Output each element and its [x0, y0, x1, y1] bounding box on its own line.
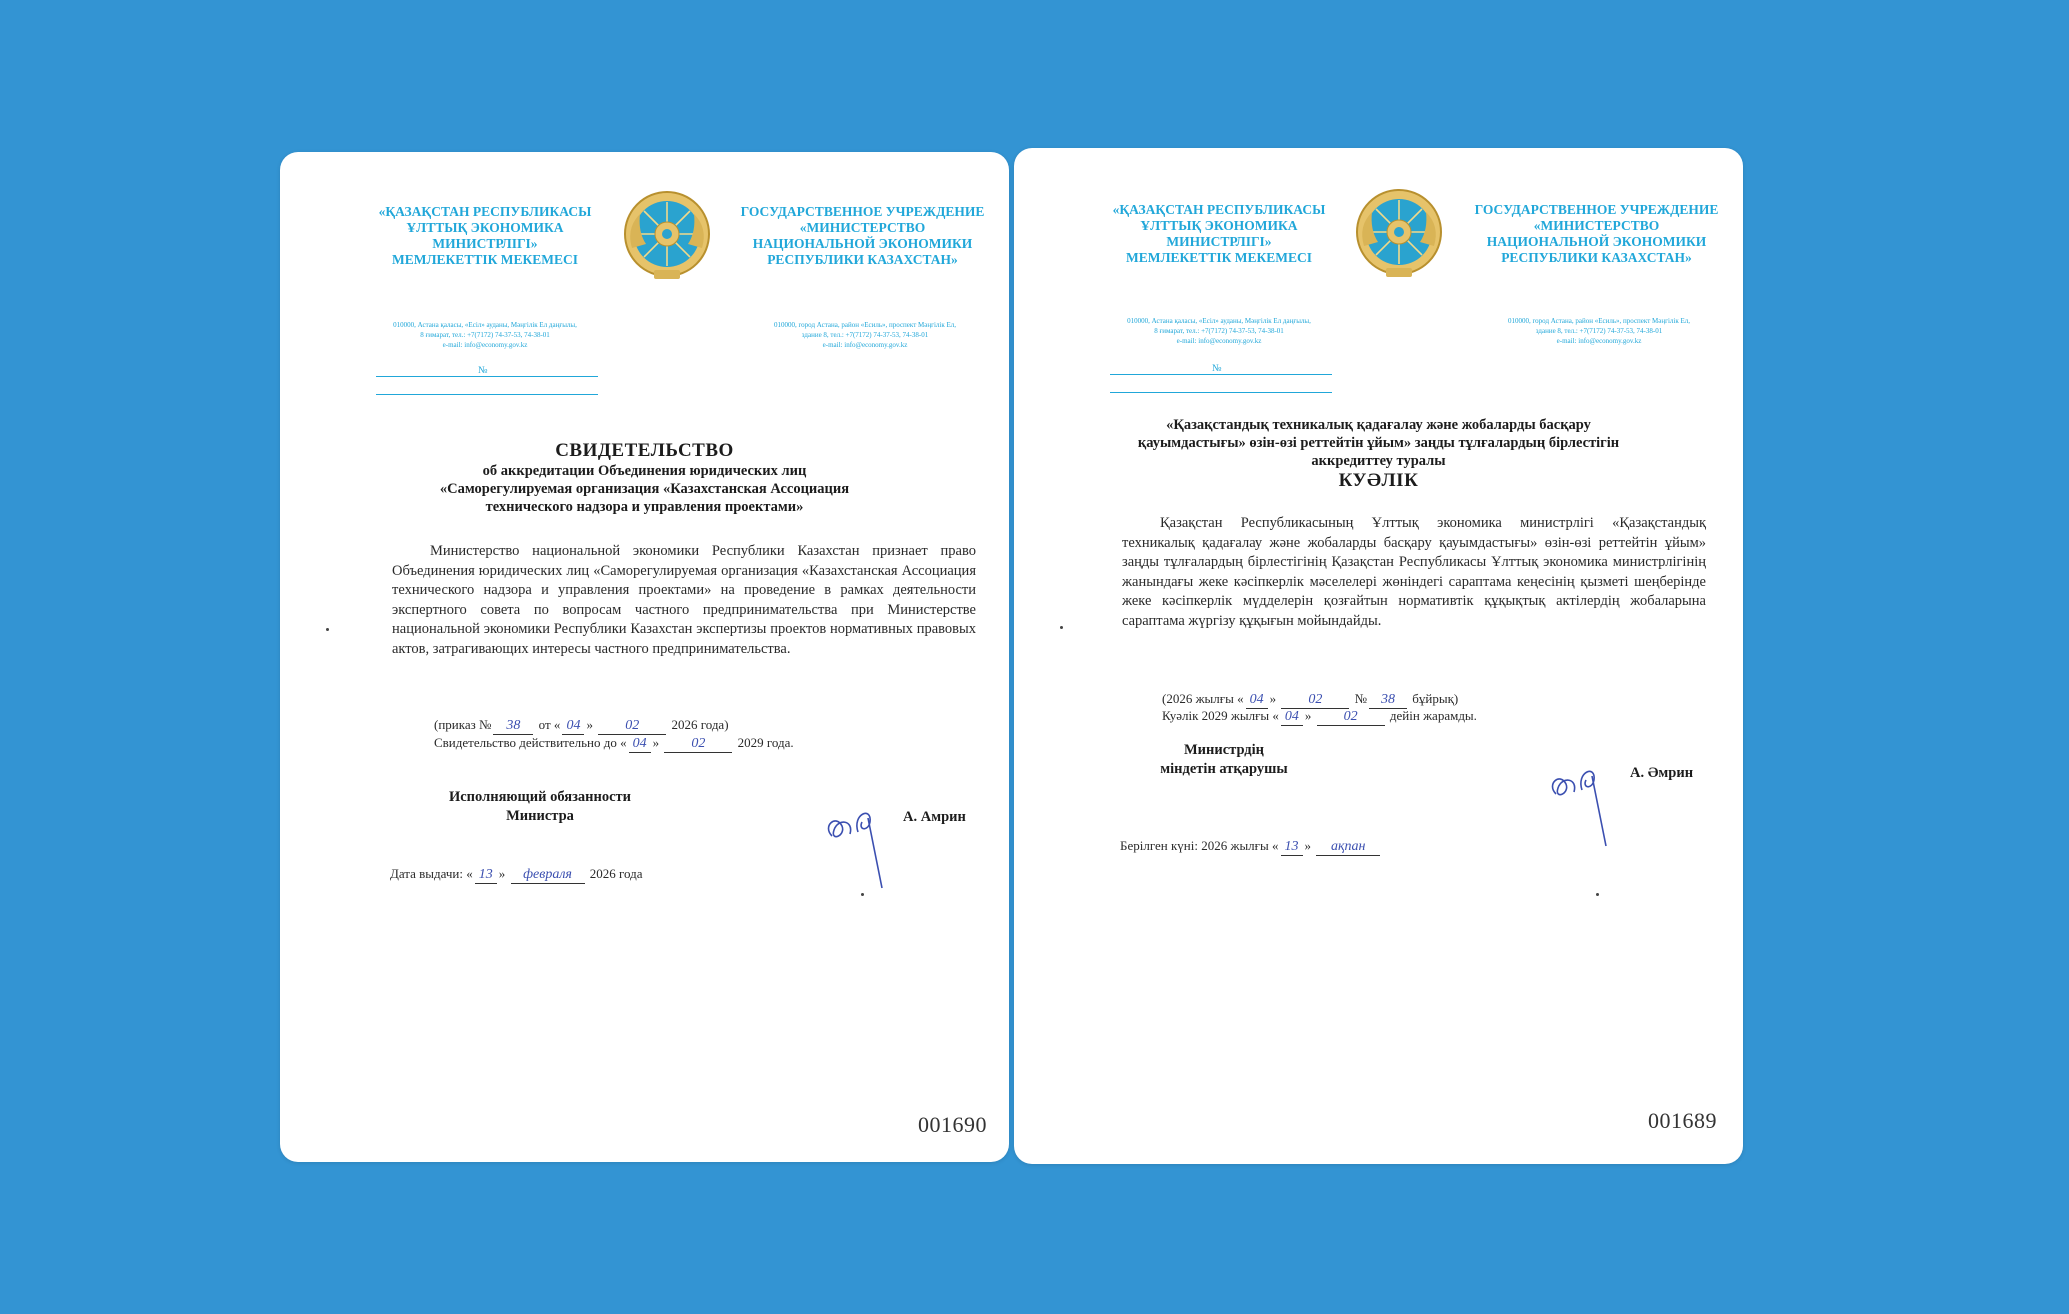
page-title: КУӘЛІК	[1338, 470, 1419, 491]
validity-month: 02	[1317, 709, 1385, 726]
issue-day: 13	[475, 867, 497, 884]
order-day: 04	[1246, 692, 1268, 709]
issue-date-line: Дата выдачи: « 13 » февраля 2026 года	[390, 866, 643, 882]
issue-month: ақпан	[1316, 839, 1380, 856]
certificate-body: Министерство национальной экономики Республики Казахстан признает право Объединения юридических лиц «Саморегулируемая организация «Казахстанская Ассоциация технического надзора и управления проектами» на проведение в рамках деятельности экспертного совета по вопросам частного предпринимательства при Министерстве национальной экономики Республики Казахстан экспертизы проектов нормативных правовых актов, затрагивающих интересы частного предпринимательства.	[392, 543, 976, 657]
order-number: 38	[1369, 692, 1407, 709]
validity-line: Свидетельство действительно до « 04 » 02 2029 года.	[434, 735, 794, 751]
speck	[1060, 626, 1063, 629]
speck	[1596, 893, 1599, 896]
subtitle-line: технического надзора и управления проектами»	[485, 499, 804, 515]
subtitle-line: «Саморегулируемая организация «Казахстанская Ассоциация	[439, 481, 850, 497]
certificate-body: Қазақстан Республикасының Ұлттық экономика министрлігі «Қазақстандық техникалық қадағалау және жобаларды басқару қауымдастығы» өзін-өзі реттейтін ұйым» заңды тұлғалардың бірлестігінің Қазақстан Республикасы Ұлттық экономика министрлігінің жанындағы жеке кәсіпкерлік мәселелері жөніндегі сараптама кеңесінің қызметі шеңберінде жеке кәсіпкерлік мүдделерін қозғайтын нормативтік құқықтық актілердің жобаларына сараптама жүргізу құқығын мойындайды.	[1122, 515, 1706, 629]
validity-day: 04	[1281, 709, 1303, 726]
subtitle-line: об аккредитации Объединения юридических лиц	[482, 463, 807, 479]
signature-icon	[820, 796, 910, 892]
order-line: (2026 жылғы « 04 » 02 № 38 бұйрық)	[1162, 691, 1459, 707]
certificate-page-kazakh	[1014, 148, 1743, 1164]
signature-icon	[1544, 754, 1634, 850]
address-kazakh: 010000, Астана қаласы, «Есіл» ауданы, Мәңгілік Ел даңғылы, 8 ғимарат, тел.: +7(7172) 74-37-53, 74-38-01 e-mail: info@economy.gov.kz	[1127, 317, 1311, 345]
page-title: СВИДЕТЕЛЬСТВО	[555, 440, 734, 461]
registration-line	[376, 376, 598, 377]
header-russian-ministry: ГОСУДАРСТВЕННОЕ УЧРЕЖДЕНИЕ «МИНИСТЕРСТВО НАЦИОНАЛЬНОЙ ЭКОНОМИКИ РЕСПУБЛИКИ КАЗАХСТАН»	[1474, 202, 1719, 265]
signatory-role: Исполняющий обязанности Министра	[448, 789, 632, 824]
header-russian-ministry: ГОСУДАРСТВЕННОЕ УЧРЕЖДЕНИЕ «МИНИСТЕРСТВО НАЦИОНАЛЬНОЙ ЭКОНОМИКИ РЕСПУБЛИКИ КАЗАХСТАН»	[740, 204, 985, 267]
order-month: 02	[1281, 692, 1349, 709]
header-kazakh-ministry: «ҚАЗАҚСТАН РЕСПУБЛИКАСЫ ҰЛТТЫҚ ЭКОНОМИКА МИНИСТРЛІГІ» МЕМЛЕКЕТТІК МЕКЕМЕСІ	[1112, 202, 1326, 265]
validity-day: 04	[629, 736, 651, 753]
validity-month: 02	[664, 736, 732, 753]
certificate-heading	[1054, 416, 1703, 492]
registration-date-line	[376, 394, 598, 395]
signatory-name: А. Амрин	[903, 809, 966, 825]
issue-day: 13	[1281, 839, 1303, 856]
subtitle-line: қауымдастығы» өзін-өзі реттейтін ұйым» заңды тұлғалардың бірлестігін	[1137, 435, 1620, 451]
signatory-role: Министрдің міндетін атқарушы	[1160, 742, 1288, 777]
subtitle-line: «Қазақстандық техникалық қадағалау және жобаларды басқару	[1166, 417, 1591, 433]
speck	[861, 893, 864, 896]
issue-date-line: Берілген күні: 2026 жылғы « 13 » ақпан	[1120, 838, 1382, 856]
certificate-page-russian	[280, 152, 1009, 1162]
state-emblem-icon	[1354, 186, 1444, 282]
address-russian: 010000, город Астана, район «Есиль», проспект Мәңгілік Ел, здание 8, тел.: +7(7172) 74-37-53, 74-38-01 e-mail: info@economy.gov.kz	[1507, 317, 1691, 345]
order-number: 38	[493, 718, 533, 735]
order-month: 02	[598, 718, 666, 735]
validity-line: Куәлік 2029 жылғы « 04 » 02 дейін жарамды.	[1162, 708, 1477, 724]
state-emblem-icon	[622, 188, 712, 284]
header-kazakh-ministry: «ҚАЗАҚСТАН РЕСПУБЛИКАСЫ ҰЛТТЫҚ ЭКОНОМИКА МИНИСТРЛІГІ» МЕМЛЕКЕТТІК МЕКЕМЕСІ	[378, 204, 592, 267]
registration-number-sign: №	[478, 365, 488, 376]
order-line: (приказ № 38 от « 04 » 02 2026 года)	[434, 717, 729, 733]
registration-line	[1110, 374, 1332, 375]
registration-date-line	[1110, 392, 1332, 393]
signatory-name: А. Әмрин	[1630, 765, 1694, 781]
address-kazakh: 010000, Астана қаласы, «Есіл» ауданы, Мәңгілік Ел даңғылы, 8 ғимарат, тел.: +7(7172) 74-37-53, 74-38-01 e-mail: info@economy.gov.kz	[393, 321, 577, 349]
issue-month: февраля	[511, 867, 585, 884]
serial-number: 001689	[1648, 1108, 1717, 1133]
registration-number-sign: №	[1212, 363, 1222, 374]
address-russian: 010000, город Астана, район «Есиль», проспект Мәңгілік Ел, здание 8, тел.: +7(7172) 74-37-53, 74-38-01 e-mail: info@economy.gov.kz	[773, 321, 957, 349]
speck	[326, 628, 329, 631]
order-day: 04	[562, 718, 584, 735]
subtitle-line: аккредиттеу туралы	[1311, 453, 1446, 469]
serial-number: 001690	[918, 1112, 987, 1137]
certificate-heading	[340, 440, 949, 516]
